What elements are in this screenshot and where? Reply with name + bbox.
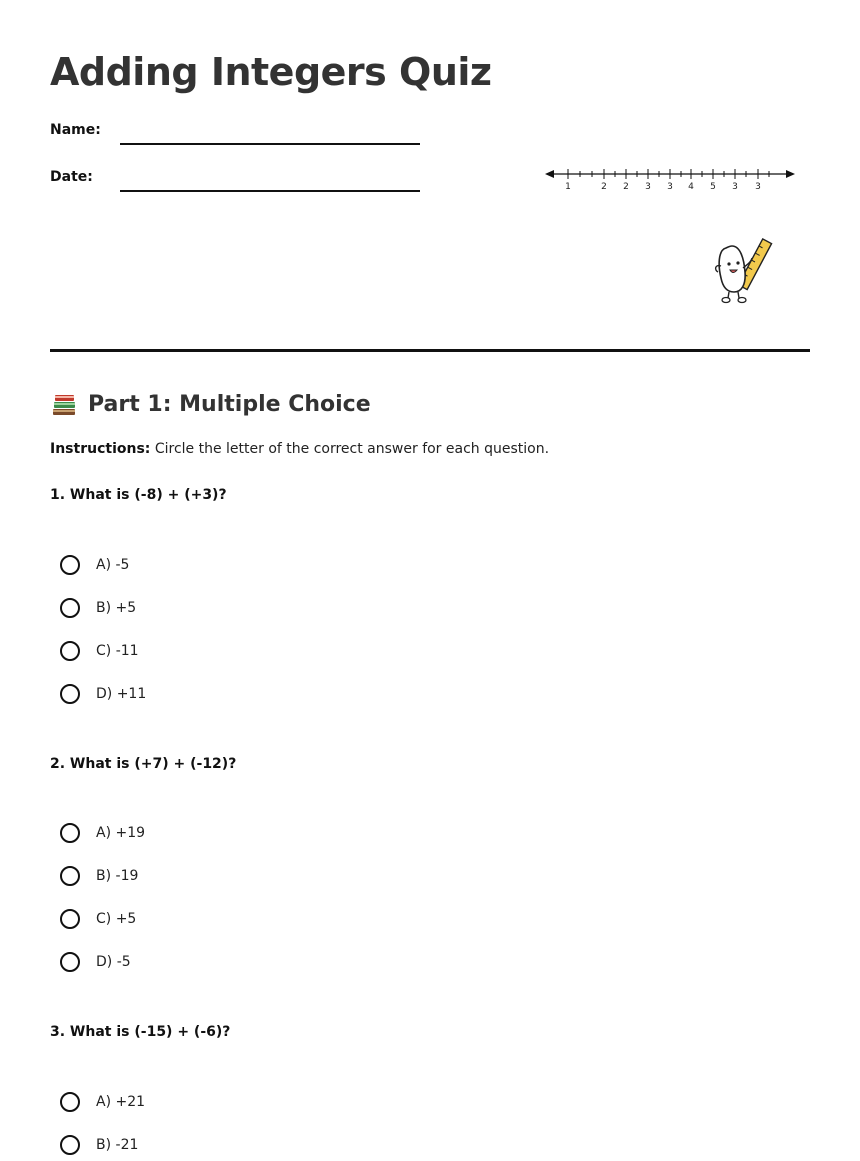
question-1: 1. What is (-8) + (+3)? [50, 487, 227, 503]
date-label: Date: [50, 169, 93, 185]
number-line-tick-label: 3 [667, 182, 673, 192]
radio-circle[interactable] [60, 952, 80, 972]
question-3: 3. What is (-15) + (-6)? [50, 1024, 231, 1040]
question-1-option-b[interactable]: B) +5 [60, 595, 136, 621]
radio-circle[interactable] [60, 641, 80, 661]
section-title: Part 1: Multiple Choice [88, 391, 371, 417]
number-line-tick-label: 1 [565, 182, 571, 192]
radio-circle[interactable] [60, 866, 80, 886]
question-2-option-c[interactable]: C) +5 [60, 906, 136, 932]
number-line [545, 160, 795, 194]
number-line-tick-label: 2 [623, 182, 629, 192]
number-line-tick-label: 3 [732, 182, 738, 192]
books-icon [50, 390, 78, 418]
question-2: 2. What is (+7) + (-12)? [50, 756, 237, 772]
question-2-option-b[interactable]: B) -19 [60, 863, 138, 889]
radio-circle[interactable] [60, 555, 80, 575]
instructions-label: Instructions: [50, 441, 151, 457]
radio-circle[interactable] [60, 823, 80, 843]
mascot-ruler-icon [712, 236, 774, 306]
section-header [50, 388, 371, 420]
radio-circle[interactable] [60, 909, 80, 929]
number-line-tick-label: 5 [710, 182, 716, 192]
question-1-option-d[interactable]: D) +11 [60, 681, 146, 707]
question-3-option-a[interactable]: A) +21 [60, 1089, 145, 1115]
radio-circle[interactable] [60, 684, 80, 704]
question-3-option-b[interactable]: B) -21 [60, 1132, 138, 1158]
number-line-tick-label: 3 [755, 182, 761, 192]
question-2-option-a[interactable]: A) +19 [60, 820, 145, 846]
section-divider [50, 349, 810, 352]
radio-circle[interactable] [60, 1135, 80, 1155]
number-line-tick-label: 2 [601, 182, 607, 192]
number-line-left-arrow [545, 170, 554, 178]
name-field[interactable] [120, 143, 420, 145]
instructions-text: Circle the letter of the correct answer for each question. [150, 441, 550, 457]
instructions [50, 441, 549, 457]
name-label: Name: [50, 122, 101, 138]
number-line-right-arrow [786, 170, 795, 178]
question-2-option-d[interactable]: D) -5 [60, 949, 131, 975]
page-title: Adding Integers Quiz [50, 50, 492, 94]
question-1-option-c[interactable]: C) -11 [60, 638, 139, 664]
question-1-option-a[interactable]: A) -5 [60, 552, 129, 578]
date-field[interactable] [120, 190, 420, 192]
number-line-tick-label: 3 [645, 182, 651, 192]
number-line-tick-label: 4 [688, 182, 694, 192]
radio-circle[interactable] [60, 1092, 80, 1112]
radio-circle[interactable] [60, 598, 80, 618]
